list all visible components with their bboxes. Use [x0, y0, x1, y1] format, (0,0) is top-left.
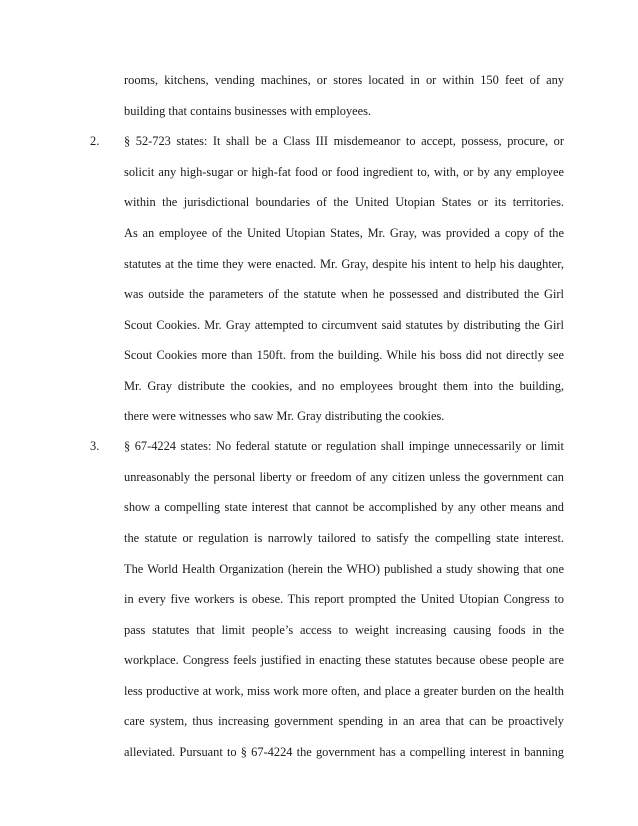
- paragraph-line: § 52-723 states: It shall be a Class III misdemeanor to accept, possess, procure, or: [124, 134, 564, 148]
- paragraph-line: alleviated. Pursuant to § 67-4224 the government has a compelling interest in banning: [124, 745, 564, 759]
- paragraph-line: there were witnesses who saw Mr. Gray distributing the cookies.: [124, 409, 445, 423]
- list-number: 2.: [90, 134, 100, 148]
- paragraph-line: pass statutes that limit people’s access to weight increasing causing foods in the: [124, 623, 564, 637]
- paragraph-line: As an employee of the United Utopian States, Mr. Gray, was provided a copy of the: [124, 226, 564, 240]
- paragraph-line: rooms, kitchens, vending machines, or stores located in or within 150 feet of any: [124, 73, 564, 87]
- list-number: 3.: [90, 439, 100, 453]
- paragraph-line: unreasonably the personal liberty or freedom of any citizen unless the government can: [124, 470, 564, 484]
- paragraph-line: building that contains businesses with employees.: [124, 104, 372, 118]
- paragraph-line: statutes at the time they were enacted. Mr. Gray, despite his intent to help his daughter,: [124, 257, 564, 271]
- paragraph-line: care system, thus increasing government spending in an area that can be proactively: [124, 714, 564, 728]
- paragraph-line: § 67-4224 states: No federal statute or regulation shall impinge unnecessarily or limit: [124, 439, 564, 453]
- paragraph-line: Scout Cookies more than 150ft. from the building. While his boss did not directly see: [124, 348, 564, 362]
- paragraph-line: within the jurisdictional boundaries of the United Utopian States or its territories.: [124, 195, 564, 209]
- paragraph-line: was outside the parameters of the statute when he possessed and distributed the Girl: [124, 287, 564, 301]
- paragraph-line: less productive at work, miss work more often, and place a greater burden on the health: [124, 684, 564, 698]
- paragraph-line: in every five workers is obese. This report prompted the United Utopian Congress to: [124, 592, 564, 606]
- paragraph-line: workplace. Congress feels justified in enacting these statutes because obese people are: [124, 653, 564, 667]
- paragraph-line: The World Health Organization (herein the WHO) published a study showing that one: [124, 562, 564, 576]
- paragraph-line: solicit any high-sugar or high-fat food or food ingredient to, with, or by any employee: [124, 165, 564, 179]
- paragraph-line: the statute or regulation is narrowly tailored to satisfy the compelling state interest.: [124, 531, 564, 545]
- paragraph-line: Scout Cookies. Mr. Gray attempted to circumvent said statutes by distributing the Girl: [124, 318, 564, 332]
- paragraph-line: show a compelling state interest that cannot be accomplished by any other means and: [124, 500, 564, 514]
- paragraph-line: Mr. Gray distribute the cookies, and no employees brought them into the building,: [124, 379, 564, 393]
